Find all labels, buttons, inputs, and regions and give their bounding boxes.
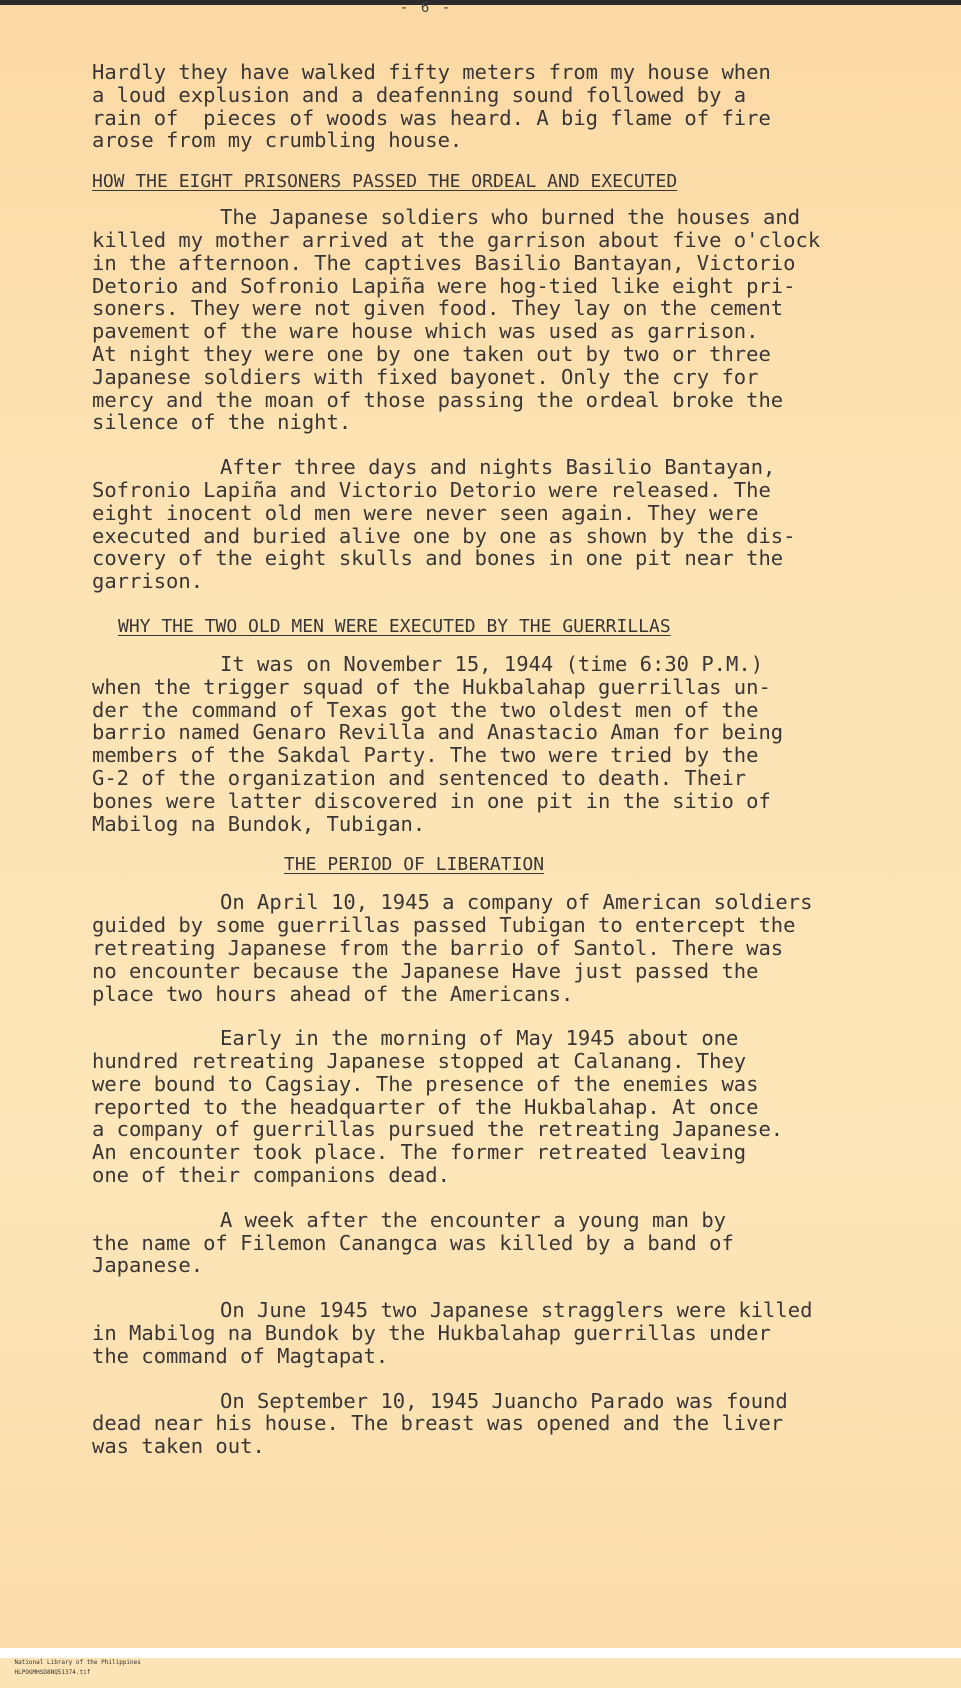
paragraph-7 (92, 1209, 892, 1277)
section-heading-liberation: THE PERIOD OF LIBERATION (284, 854, 545, 876)
paragraph-7-line: the name of Filemon Canangca was killed by a band of (92, 1230, 734, 1255)
paragraph-3-line: executed and buried alive one by one as shown by the dis- (92, 523, 796, 548)
paragraph-3-line: covery of the eight skulls and bones in one pit near the (92, 546, 784, 571)
section-heading-old-men: WHY THE TWO OLD MEN WERE EXECUTED BY THE GUERRILLAS (118, 615, 671, 637)
paragraph-4-line: when the trigger squad of the Hukbalahap guerrillas un- (92, 674, 771, 699)
paragraph-3-line: Sofronio Lapiña and Victorio Detorio were released. The (92, 477, 771, 502)
paragraph-4 (92, 653, 892, 835)
paragraph-2 (92, 206, 892, 434)
paragraph-2-line: The Japanese soldiers who burned the houses and (220, 205, 801, 230)
paragraph-2-line: in the afternoon. The captives Basilio Bantayan, Victorio (92, 250, 796, 275)
page-number: - 6 - (400, 0, 453, 16)
paragraph-1-line: a loud explusion and a deafenning sound followed by a (92, 82, 747, 107)
paragraph-1-line: rain of pieces of woods was heard. A big flame of fire (92, 105, 771, 130)
paragraph-4-line: Mabilog na Bundok, Tubigan. (92, 811, 426, 836)
paragraph-6-line: Early in the morning of May 1945 about one (220, 1026, 739, 1051)
paragraph-8-line: On June 1945 two Japanese stragglers were killed (220, 1298, 813, 1323)
paragraph-6-line: hundred retreating Japanese stopped at Calanang. They (92, 1049, 747, 1074)
paragraph-7-line: A week after the encounter a young man by (220, 1207, 727, 1232)
paragraph-2-line: At night they were one by one taken out by two or three (92, 341, 771, 366)
paragraph-4-line: members of the Sakdal Party. The two were tried by the (92, 743, 759, 768)
paragraph-4-line: It was on November 15, 1944 (time 6:30 P.M.) (220, 651, 764, 676)
paragraph-3-line: After three days and nights Basilio Bantayan, (220, 455, 776, 480)
paragraph-5-line: guided by some guerrillas passed Tubigan to entercept the (92, 913, 796, 938)
document-body (92, 61, 892, 1458)
paragraph-6-line: one of their companions dead. (92, 1163, 450, 1188)
paragraph-5-line: retreating Japanese from the barrio of Santol. There was (92, 935, 784, 960)
paragraph-6-line: were bound to Cagsiay. The presence of the enemies was (92, 1071, 759, 1096)
top-edge-rule (0, 0, 961, 5)
paragraph-4-line: der the command of Texas got the two oldest men of the (92, 697, 759, 722)
paragraph-9-line: On September 10, 1945 Juancho Parado was found (220, 1388, 788, 1413)
footer-library: National Library of the Philippines (14, 1659, 141, 1666)
paragraph-2-line: pavement of the ware house which was used as garrison. (92, 319, 759, 344)
footer-file-id: HLPOGMHSD8NQ51374.tif (14, 1669, 91, 1676)
paragraph-4-line: G-2 of the organization and sentenced to death. Their (92, 765, 747, 790)
paragraph-6-line: reported to the headquarter of the Hukbalahap. At once (92, 1094, 759, 1119)
paragraph-9-line: was taken out. (92, 1434, 265, 1459)
paragraph-6 (92, 1027, 892, 1187)
paragraph-2-line: soners. They were not given food. They lay on the cement (92, 296, 784, 321)
section-heading-prisoners: HOW THE EIGHT PRISONERS PASSED THE ORDEAL AND EXECUTED (92, 171, 678, 193)
paragraph-8-line: in Mabilog na Bundok by the Hukbalahap guerrillas under (92, 1321, 771, 1346)
paragraph-2-line: Japanese soldiers with fixed bayonet. Only the cry for (92, 364, 759, 389)
scan-footer (0, 1648, 961, 1676)
paragraph-5 (92, 891, 892, 1005)
paragraph-2-line: Detorio and Sofronio Lapiña were hog-tied like eight pri- (92, 273, 796, 298)
paragraph-2-line: mercy and the moan of those passing the ordeal broke the (92, 387, 784, 412)
paragraph-5-line: place two hours ahead of the Americans. (92, 981, 574, 1006)
paragraph-4-line: barrio named Genaro Revilla and Anastacio Aman for being (92, 720, 784, 745)
paragraph-1-line: Hardly they have walked fifty meters from my house when (92, 60, 771, 84)
paragraph-7-line: Japanese. (92, 1253, 204, 1278)
paragraph-8 (92, 1299, 892, 1367)
paragraph-9-line: dead near his house. The breast was opened and the liver (92, 1411, 784, 1436)
paragraph-2-line: killed my mother arrived at the garrison about five o'clock (92, 227, 821, 252)
paragraph-8-line: the command of Magtapat. (92, 1343, 389, 1368)
paragraph-1-line: arose from my crumbling house. (92, 128, 463, 153)
paragraph-3-line: garrison. (92, 569, 204, 594)
paragraph-3 (92, 456, 892, 593)
paragraph-6-line: An encounter took place. The former retreated leaving (92, 1140, 747, 1165)
paragraph-3-line: eight inocent old men were never seen again. They were (92, 500, 759, 525)
paragraph-5-line: no encounter because the Japanese Have just passed the (92, 958, 759, 983)
paragraph-4-line: bones were latter discovered in one pit in the sitio of (92, 788, 771, 813)
paragraph-2-line: silence of the night. (92, 410, 352, 435)
paragraph-9 (92, 1390, 892, 1458)
paragraph-6-line: a company of guerrillas pursued the retreating Japanese. (92, 1117, 784, 1142)
paragraph-5-line: On April 10, 1945 a company of American soldiers (220, 890, 813, 915)
